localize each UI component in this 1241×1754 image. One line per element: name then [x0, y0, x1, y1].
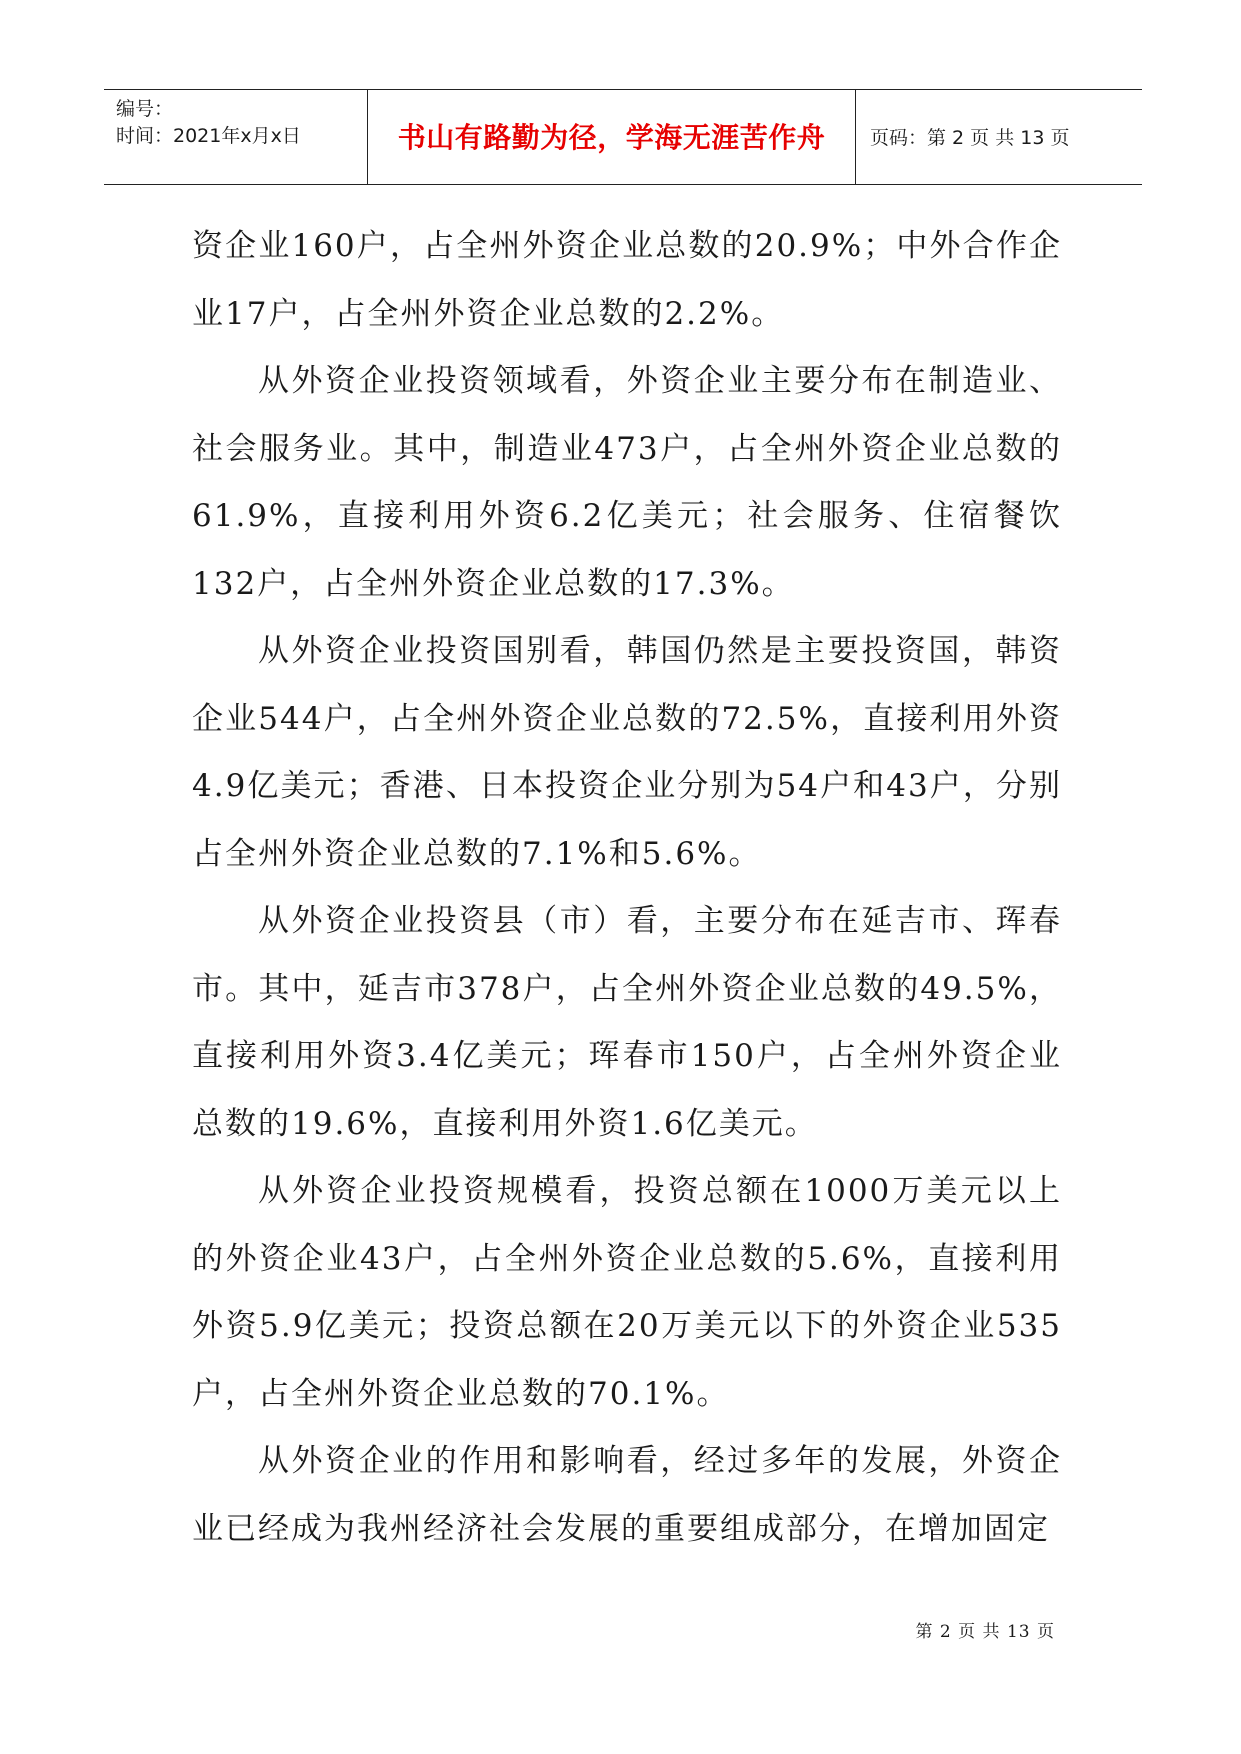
paragraph-investment-country: 从外资企业投资国别看，韩国仍然是主要投资国，韩资企业544户，占全州外资企业总数的72.5%，直接利用外资4.9亿美元；香港、日本投资企业分别为54户和43户，分别占全州外资企业总数的7.1%和5.6%。 [192, 633, 1062, 872]
page-footer-number: 第 2 页 共 13 页 [915, 1622, 1055, 1642]
paragraph-investment-county: 从外资企业投资县（市）看，主要分布在延吉市、珲春市。其中，延吉市378户，占全州外资企业总数的49.5%，直接利用外资3.4亿美元；珲春市150户，占全州外资企业总数的19.6%，直接利用外资1.6亿美元。 [192, 903, 1062, 1142]
header-page-cell [856, 90, 1142, 184]
header-motto: 书山有路勤为径，学海无涯苦作舟 [397, 121, 826, 154]
document-number-label: 编号： [116, 98, 174, 120]
paragraph-investment-scale: 从外资企业投资规模看，投资总额在1000万美元以上的外资企业43户，占全州外资企业总数的5.6%，直接利用外资5.9亿美元；投资总额在20万美元以下的外资企业535户，占全州外资企业总数的70.1%。 [192, 1173, 1062, 1412]
paragraph-investment-field: 从外资企业投资领域看，外资企业主要分布在制造业、社会服务业。其中，制造业473户，占全州外资企业总数的61.9%，直接利用外资6.2亿美元；社会服务、住宿餐饮132户，占全州外资企业总数的17.3%。 [192, 363, 1062, 602]
document-time-label: 时间：2021年x月x日 [116, 125, 301, 147]
document-body [192, 213, 1062, 1563]
page-header [104, 89, 1142, 185]
paragraph-role-impact: 从外资企业的作用和影响看，经过多年的发展，外资企业已经成为我州经济社会发展的重要组成部分，在增加固定 [192, 1443, 1062, 1547]
header-page-info: 页码：第 2 页 共 13 页 [870, 127, 1070, 149]
header-meta-cell [104, 90, 368, 184]
header-motto-cell [368, 90, 856, 184]
paragraph-continued: 资企业160户，占全州外资企业总数的20.9%；中外合作企业17户，占全州外资企业总数的2.2%。 [192, 228, 1062, 332]
